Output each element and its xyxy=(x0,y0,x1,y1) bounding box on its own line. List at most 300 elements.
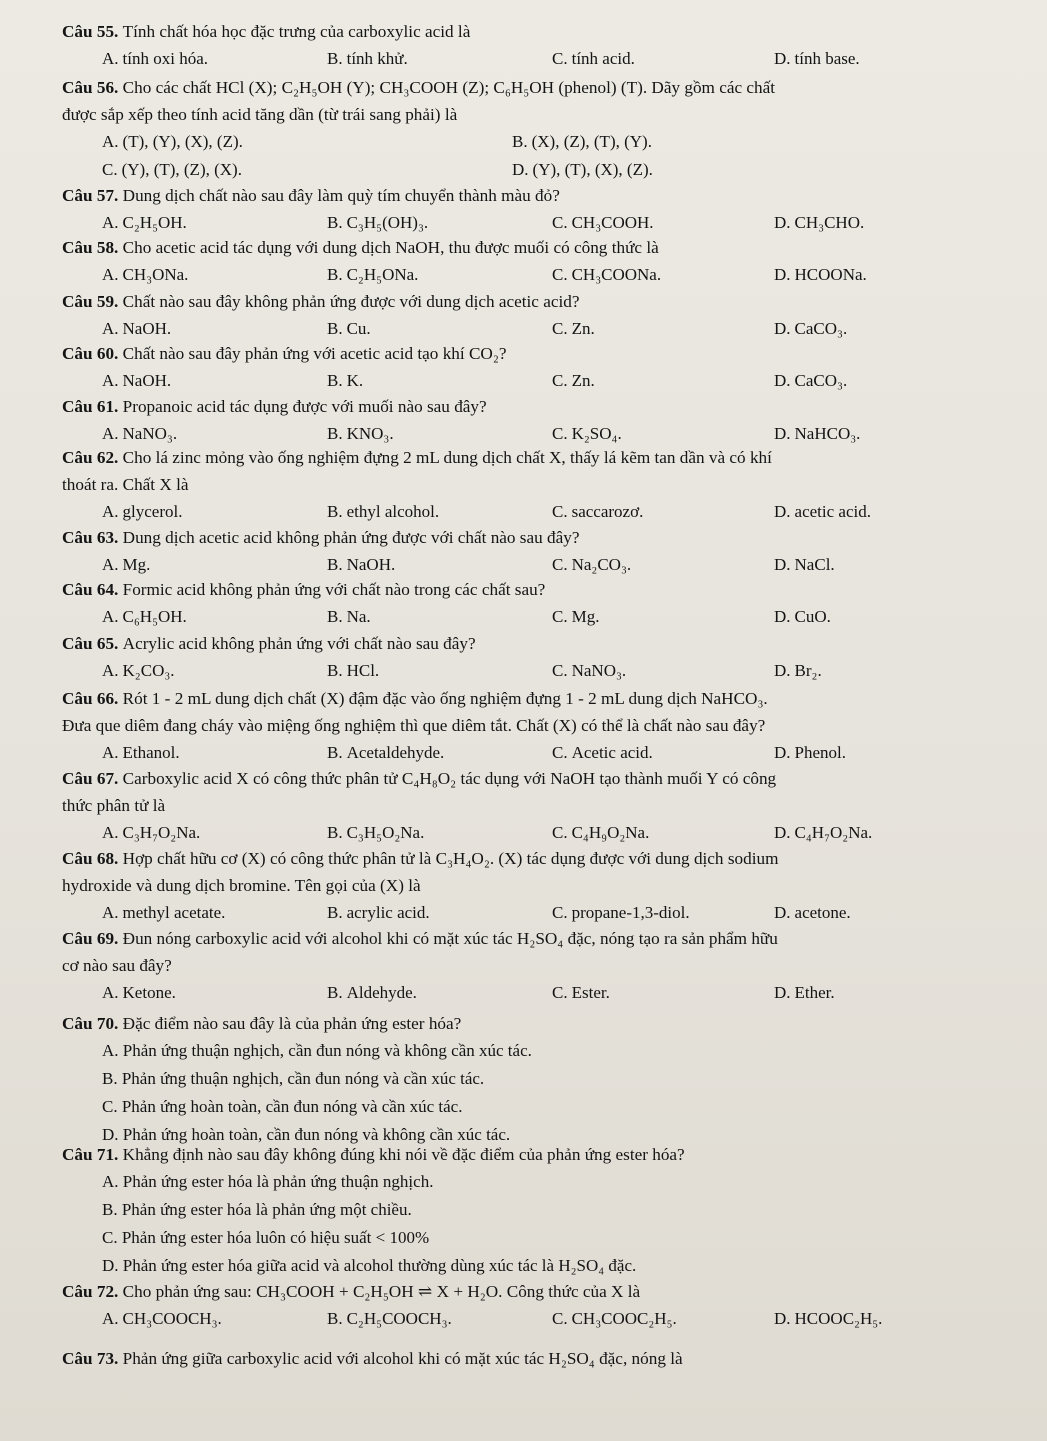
question-number: Câu 64. xyxy=(62,580,123,599)
question-stem xyxy=(62,18,1017,45)
stem-text: Carboxylic acid X có công thức phân tử C₄H₈O₂ tác dụng với NaOH tạo thành muối Y có công xyxy=(122,769,777,788)
option-text: Aldehyde. xyxy=(346,983,417,1002)
option-text: (Y), (T), (Z), (X). xyxy=(121,160,242,179)
option-b[interactable] xyxy=(327,498,439,525)
option-c[interactable] xyxy=(62,1093,1017,1121)
question-stem xyxy=(62,393,1017,420)
option-letter: B. xyxy=(327,555,343,574)
question-stem xyxy=(62,845,1017,899)
option-letter: B. xyxy=(327,319,343,338)
option-text: NaHCO₃. xyxy=(794,424,861,443)
question-stem xyxy=(62,1010,1017,1037)
question-stem xyxy=(62,925,1017,979)
option-d[interactable] xyxy=(774,979,835,1006)
option-text: K. xyxy=(346,371,364,390)
option-c[interactable] xyxy=(552,261,661,288)
question-number: Câu 65. xyxy=(62,634,123,653)
question-number: Câu 73. xyxy=(62,1349,123,1368)
question-72 xyxy=(62,1278,1017,1333)
option-c[interactable] xyxy=(62,1224,1017,1252)
option-letter: C. xyxy=(552,743,568,762)
option-d[interactable] xyxy=(774,261,867,288)
option-b[interactable] xyxy=(327,1305,452,1332)
option-a[interactable] xyxy=(102,819,200,846)
question-stem xyxy=(62,182,1017,209)
question-stem xyxy=(62,765,1017,819)
question-number: Câu 69. xyxy=(62,929,123,948)
option-text: Br₂. xyxy=(794,661,822,680)
question-number: Câu 61. xyxy=(62,397,123,416)
option-d[interactable] xyxy=(774,603,831,630)
option-letter: A. xyxy=(102,49,119,68)
option-text: propane-1,3-diol. xyxy=(571,903,690,922)
option-text: C₃H₇O₂Na. xyxy=(122,823,201,842)
option-c[interactable] xyxy=(552,979,610,1006)
stem-text: hydroxide và dung dịch bromine. Tên gọi của (X) là xyxy=(62,876,421,895)
option-a[interactable] xyxy=(102,498,182,525)
option-c[interactable] xyxy=(552,420,622,447)
option-text: Cu. xyxy=(346,319,371,338)
options-row xyxy=(62,261,1017,289)
options-row xyxy=(62,657,1017,685)
option-b[interactable] xyxy=(327,899,430,926)
question-stem xyxy=(62,1141,1017,1168)
option-letter: D. xyxy=(774,49,791,68)
option-letter: C. xyxy=(552,319,568,338)
option-d[interactable] xyxy=(512,156,653,183)
option-letter: C. xyxy=(552,661,568,680)
stem-line xyxy=(62,234,1017,261)
option-text: KNO₃. xyxy=(346,424,394,443)
option-letter: D. xyxy=(774,983,791,1002)
option-b[interactable] xyxy=(62,1196,1017,1224)
option-letter: B. xyxy=(512,132,528,151)
option-letter: D. xyxy=(102,1125,123,1144)
stem-text: Tính chất hóa học đặc trưng của carboxylic acid là xyxy=(122,22,471,41)
option-letter: D. xyxy=(774,319,791,338)
option-text: CH₃COOCH₃. xyxy=(122,1309,222,1328)
option-letter: A. xyxy=(102,265,119,284)
option-c[interactable] xyxy=(552,603,599,630)
stem-line xyxy=(62,182,1017,209)
question-69 xyxy=(62,925,1017,1007)
options-row xyxy=(62,739,1017,767)
option-d[interactable] xyxy=(62,1252,1017,1280)
option-text: Ether. xyxy=(794,983,835,1002)
options-row xyxy=(62,498,1017,526)
option-letter: A. xyxy=(102,424,119,443)
stem-line xyxy=(62,1345,1017,1372)
option-letter: B. xyxy=(102,1069,122,1088)
option-d[interactable] xyxy=(774,45,860,72)
option-c[interactable] xyxy=(552,551,631,578)
option-text: CH₃ONa. xyxy=(122,265,189,284)
stem-text: Cho phản ứng sau: CH₃COOH + C₂H₅OH ⇌ X + H₂O. Công thức của X là xyxy=(122,1282,641,1301)
option-letter: C. xyxy=(552,607,568,626)
option-text: C₂H₅ONa. xyxy=(346,265,419,284)
stem-line xyxy=(62,340,1017,367)
question-57 xyxy=(62,182,1017,237)
option-letter: B. xyxy=(327,661,343,680)
option-letter: D. xyxy=(774,903,791,922)
option-text: CaCO₃. xyxy=(794,371,848,390)
stem-line xyxy=(62,952,1017,979)
stem-text: Chất nào sau đây phản ứng với acetic acid tạo khí CO₂? xyxy=(122,344,507,363)
option-text: HCl. xyxy=(346,661,380,680)
option-letter: C. xyxy=(552,983,568,1002)
option-text: CH₃CHO. xyxy=(794,213,865,232)
option-text: NaOH. xyxy=(122,319,172,338)
question-stem xyxy=(62,1345,1017,1372)
option-letter: D. xyxy=(774,371,791,390)
question-70 xyxy=(62,1010,1017,1149)
question-number: Câu 57. xyxy=(62,186,123,205)
option-d[interactable] xyxy=(774,551,835,578)
option-b[interactable] xyxy=(327,657,379,684)
option-text: Ethanol. xyxy=(122,743,180,762)
stem-line xyxy=(62,845,1017,872)
option-a[interactable] xyxy=(102,420,177,447)
options-row xyxy=(62,367,1017,395)
question-stem xyxy=(62,234,1017,261)
option-letter: A. xyxy=(102,1172,123,1191)
option-letter: D. xyxy=(774,743,791,762)
stem-line xyxy=(62,925,1017,952)
option-text: C₄H₉O₂Na. xyxy=(571,823,650,842)
option-b[interactable] xyxy=(327,603,371,630)
question-number: Câu 67. xyxy=(62,769,123,788)
option-b[interactable] xyxy=(512,128,652,155)
option-d[interactable] xyxy=(774,819,872,846)
options-row xyxy=(62,45,1017,73)
option-letter: D. xyxy=(774,661,791,680)
option-text: methyl acetate. xyxy=(122,903,226,922)
stem-text: Cho lá zinc mỏng vào ống nghiệm đựng 2 mL dung dịch chất X, thấy lá kẽm tan dần và có khí xyxy=(122,448,772,467)
question-stem xyxy=(62,1278,1017,1305)
option-b[interactable] xyxy=(327,979,417,1006)
option-text: C₆H₅OH. xyxy=(122,607,187,626)
stem-text: Dung dịch acetic acid không phản ứng được với chất nào sau đây? xyxy=(122,528,580,547)
stem-text: cơ nào sau đây? xyxy=(62,956,172,975)
stem-text: được sắp xếp theo tính acid tăng dần (từ trái sang phải) là xyxy=(62,105,458,124)
option-text: tính base. xyxy=(794,49,860,68)
option-d[interactable] xyxy=(774,657,822,684)
option-letter: C. xyxy=(552,424,568,443)
option-letter: C. xyxy=(552,823,568,842)
option-text: Phenol. xyxy=(794,743,847,762)
option-b[interactable] xyxy=(327,45,408,72)
option-letter: B. xyxy=(327,983,343,1002)
option-text: C₄H₇O₂Na. xyxy=(794,823,873,842)
option-text: tính oxi hóa. xyxy=(122,49,208,68)
question-stem xyxy=(62,685,1017,739)
option-letter: B. xyxy=(327,424,343,443)
option-text: Ketone. xyxy=(122,983,176,1002)
option-text: CH₃COOH. xyxy=(571,213,654,232)
option-b[interactable] xyxy=(62,1065,1017,1093)
question-number: Câu 55. xyxy=(62,22,123,41)
option-c[interactable] xyxy=(552,899,690,926)
stem-line xyxy=(62,765,1017,792)
option-a[interactable] xyxy=(102,979,176,1006)
option-b[interactable] xyxy=(327,261,418,288)
option-letter: C. xyxy=(102,160,118,179)
option-letter: A. xyxy=(102,903,119,922)
question-number: Câu 72. xyxy=(62,1282,123,1301)
option-letter: D. xyxy=(774,607,791,626)
option-d[interactable] xyxy=(774,739,846,766)
option-a[interactable] xyxy=(102,899,225,926)
option-letter: D. xyxy=(774,265,791,284)
option-letter: D. xyxy=(512,160,529,179)
question-stem xyxy=(62,630,1017,657)
stem-line xyxy=(62,393,1017,420)
option-a[interactable] xyxy=(62,1168,1017,1196)
option-text: glycerol. xyxy=(122,502,183,521)
stem-text: Propanoic acid tác dụng được với muối nào sau đây? xyxy=(122,397,487,416)
option-text: NaNO₃. xyxy=(571,661,627,680)
option-a[interactable] xyxy=(102,128,243,155)
option-a[interactable] xyxy=(102,739,180,766)
option-letter: B. xyxy=(327,49,343,68)
question-67 xyxy=(62,765,1017,847)
option-c[interactable] xyxy=(552,739,653,766)
option-text: NaNO₃. xyxy=(122,424,178,443)
stem-line xyxy=(62,630,1017,657)
option-text: acrylic acid. xyxy=(346,903,430,922)
option-text: Zn. xyxy=(571,319,595,338)
option-letter: C. xyxy=(552,502,568,521)
question-66 xyxy=(62,685,1017,767)
question-number: Câu 58. xyxy=(62,238,123,257)
stem-line xyxy=(62,712,1017,739)
stem-line xyxy=(62,1141,1017,1168)
option-a[interactable] xyxy=(102,315,171,342)
question-71 xyxy=(62,1141,1017,1280)
option-c[interactable] xyxy=(552,819,649,846)
stem-line xyxy=(62,524,1017,551)
option-text: Phản ứng hoàn toàn, cần đun nóng và cần xúc tác. xyxy=(121,1097,463,1116)
stem-line xyxy=(62,101,1017,128)
question-number: Câu 68. xyxy=(62,849,123,868)
option-c[interactable] xyxy=(552,45,635,72)
option-letter: B. xyxy=(327,371,343,390)
option-letter: A. xyxy=(102,1309,119,1328)
options-row xyxy=(62,819,1017,847)
option-letter: B. xyxy=(327,1309,343,1328)
option-b[interactable] xyxy=(327,209,428,236)
question-number: Câu 59. xyxy=(62,292,123,311)
option-text: Phản ứng thuận nghịch, cần đun nóng và không cần xúc tác. xyxy=(122,1041,532,1060)
option-b[interactable] xyxy=(327,420,394,447)
question-59 xyxy=(62,288,1017,343)
question-stem xyxy=(62,576,1017,603)
stem-line xyxy=(62,471,1017,498)
option-text: acetic acid. xyxy=(794,502,871,521)
option-b[interactable] xyxy=(327,819,424,846)
option-letter: B. xyxy=(327,265,343,284)
option-text: Zn. xyxy=(571,371,595,390)
option-letter: D. xyxy=(774,555,791,574)
option-text: CuO. xyxy=(794,607,831,626)
option-a[interactable] xyxy=(102,551,150,578)
options-row xyxy=(62,1305,1017,1333)
options-row xyxy=(62,899,1017,927)
option-letter: C. xyxy=(552,1309,568,1328)
option-text: Mg. xyxy=(122,555,151,574)
question-64 xyxy=(62,576,1017,631)
stem-text: Khẳng định nào sau đây không đúng khi nói về đặc điểm của phản ứng ester hóa? xyxy=(122,1145,685,1164)
option-text: tính khử. xyxy=(346,49,408,68)
stem-text: Acrylic acid không phản ứng với chất nào sau đây? xyxy=(122,634,476,653)
option-letter: B. xyxy=(327,743,343,762)
option-text: Phản ứng ester hóa là phản ứng một chiều. xyxy=(121,1200,412,1219)
option-b[interactable] xyxy=(327,367,363,394)
option-d[interactable] xyxy=(774,209,864,236)
option-letter: D. xyxy=(774,502,791,521)
stem-text: Cho acetic acid tác dụng với dung dịch NaOH, thu được muối có công thức là xyxy=(122,238,659,257)
question-number: Câu 70. xyxy=(62,1014,123,1033)
question-62 xyxy=(62,444,1017,526)
question-number: Câu 66. xyxy=(62,689,123,708)
option-d[interactable] xyxy=(774,1305,882,1332)
option-letter: B. xyxy=(327,903,343,922)
stem-text: Rót 1 - 2 mL dung dịch chất (X) đậm đặc vào ống nghiệm đựng 1 - 2 mL dung dịch NaHCO₃. xyxy=(122,689,768,708)
options-row xyxy=(62,156,1017,184)
option-text: NaOH. xyxy=(346,555,396,574)
option-letter: A. xyxy=(102,823,119,842)
option-letter: A. xyxy=(102,1041,123,1060)
option-c[interactable] xyxy=(552,209,654,236)
option-c[interactable] xyxy=(552,367,595,394)
question-stem xyxy=(62,288,1017,315)
option-letter: A. xyxy=(102,502,119,521)
option-letter: C. xyxy=(552,265,568,284)
option-letter: C. xyxy=(102,1228,122,1247)
option-d[interactable] xyxy=(774,899,851,926)
option-letter: A. xyxy=(102,983,119,1002)
question-number: Câu 56. xyxy=(62,78,123,97)
option-letter: D. xyxy=(774,823,791,842)
options-row xyxy=(62,551,1017,579)
option-text: Ester. xyxy=(571,983,610,1002)
option-c[interactable] xyxy=(552,498,643,525)
option-letter: C. xyxy=(552,555,568,574)
option-d[interactable] xyxy=(774,498,871,525)
option-text: HCOONa. xyxy=(794,265,867,284)
options-row xyxy=(62,128,1017,156)
option-letter: C. xyxy=(552,371,568,390)
option-letter: D. xyxy=(774,1309,791,1328)
question-63 xyxy=(62,524,1017,579)
option-b[interactable] xyxy=(327,315,371,342)
option-c[interactable] xyxy=(552,315,595,342)
option-letter: A. xyxy=(102,213,119,232)
option-text: Acetaldehyde. xyxy=(346,743,445,762)
option-letter: B. xyxy=(327,823,343,842)
stem-text: Đặc điểm nào sau đây là của phản ứng ester hóa? xyxy=(122,1014,462,1033)
option-letter: D. xyxy=(774,213,791,232)
option-text: Phản ứng ester hóa là phản ứng thuận nghịch. xyxy=(122,1172,434,1191)
question-number: Câu 62. xyxy=(62,448,123,467)
option-text: acetone. xyxy=(794,903,851,922)
option-letter: B. xyxy=(102,1200,122,1219)
option-c[interactable] xyxy=(102,156,242,183)
option-text: Phản ứng ester hóa luôn có hiệu suất < 100% xyxy=(121,1228,430,1247)
option-a[interactable] xyxy=(102,209,187,236)
option-text: C₃H₅(OH)₃. xyxy=(346,213,429,232)
option-text: CH₃COOC₂H₅. xyxy=(571,1309,677,1328)
question-stem xyxy=(62,444,1017,498)
option-text: C₂H₅OH. xyxy=(122,213,187,232)
option-text: (X), (Z), (T), (Y). xyxy=(531,132,652,151)
option-text: C₃H₅O₂Na. xyxy=(346,823,425,842)
option-c[interactable] xyxy=(552,657,626,684)
stem-text: Hợp chất hữu cơ (X) có công thức phân tử là C₃H₄O₂. (X) tác dụng được với dung dịch sodium xyxy=(122,849,779,868)
stem-line xyxy=(62,685,1017,712)
option-text: Na. xyxy=(346,607,371,626)
option-letter: D. xyxy=(774,424,791,443)
option-text: (Y), (T), (X), (Z). xyxy=(532,160,653,179)
stem-line xyxy=(62,1278,1017,1305)
option-letter: A. xyxy=(102,371,119,390)
question-56 xyxy=(62,74,1017,184)
option-text: Phản ứng hoàn toàn, cần đun nóng và không cần xúc tác. xyxy=(122,1125,511,1144)
option-a[interactable] xyxy=(102,603,187,630)
option-text: CaCO₃. xyxy=(794,319,848,338)
question-61 xyxy=(62,393,1017,448)
question-68 xyxy=(62,845,1017,927)
stem-line xyxy=(62,288,1017,315)
question-55 xyxy=(62,18,1017,73)
option-d[interactable] xyxy=(774,420,860,447)
option-letter: C. xyxy=(552,213,568,232)
option-b[interactable] xyxy=(327,551,395,578)
stem-line xyxy=(62,74,1017,101)
option-a[interactable] xyxy=(102,367,171,394)
question-65 xyxy=(62,630,1017,685)
option-a[interactable] xyxy=(102,45,208,72)
stem-text: Chất nào sau đây không phản ứng được với dung dịch acetic acid? xyxy=(122,292,580,311)
option-text: tính acid. xyxy=(571,49,635,68)
stem-text: Phản ứng giữa carboxylic acid với alcohol khi có mặt xúc tác H₂SO₄ đặc, nóng là xyxy=(122,1349,683,1368)
option-a[interactable] xyxy=(102,261,188,288)
option-d[interactable] xyxy=(774,315,847,342)
options-row xyxy=(62,979,1017,1007)
question-stem xyxy=(62,524,1017,551)
option-letter: A. xyxy=(102,132,119,151)
option-b[interactable] xyxy=(327,739,444,766)
option-letter: A. xyxy=(102,319,119,338)
option-a[interactable] xyxy=(102,1305,222,1332)
stem-text: thức phân tử là xyxy=(62,796,166,815)
option-text: C₂H₅COOCH₃. xyxy=(346,1309,452,1328)
option-text: K₂CO₃. xyxy=(122,661,175,680)
option-c[interactable] xyxy=(552,1305,677,1332)
option-letter: C. xyxy=(552,903,568,922)
options-row xyxy=(62,209,1017,237)
question-number: Câu 71. xyxy=(62,1145,123,1164)
question-60 xyxy=(62,340,1017,395)
stem-line xyxy=(62,872,1017,899)
option-a[interactable] xyxy=(62,1037,1017,1065)
question-stem xyxy=(62,74,1017,128)
question-73 xyxy=(62,1345,1017,1372)
option-d[interactable] xyxy=(774,367,847,394)
option-a[interactable] xyxy=(102,657,175,684)
option-text: Phản ứng thuận nghịch, cần đun nóng và cần xúc tác. xyxy=(121,1069,485,1088)
stem-line xyxy=(62,792,1017,819)
